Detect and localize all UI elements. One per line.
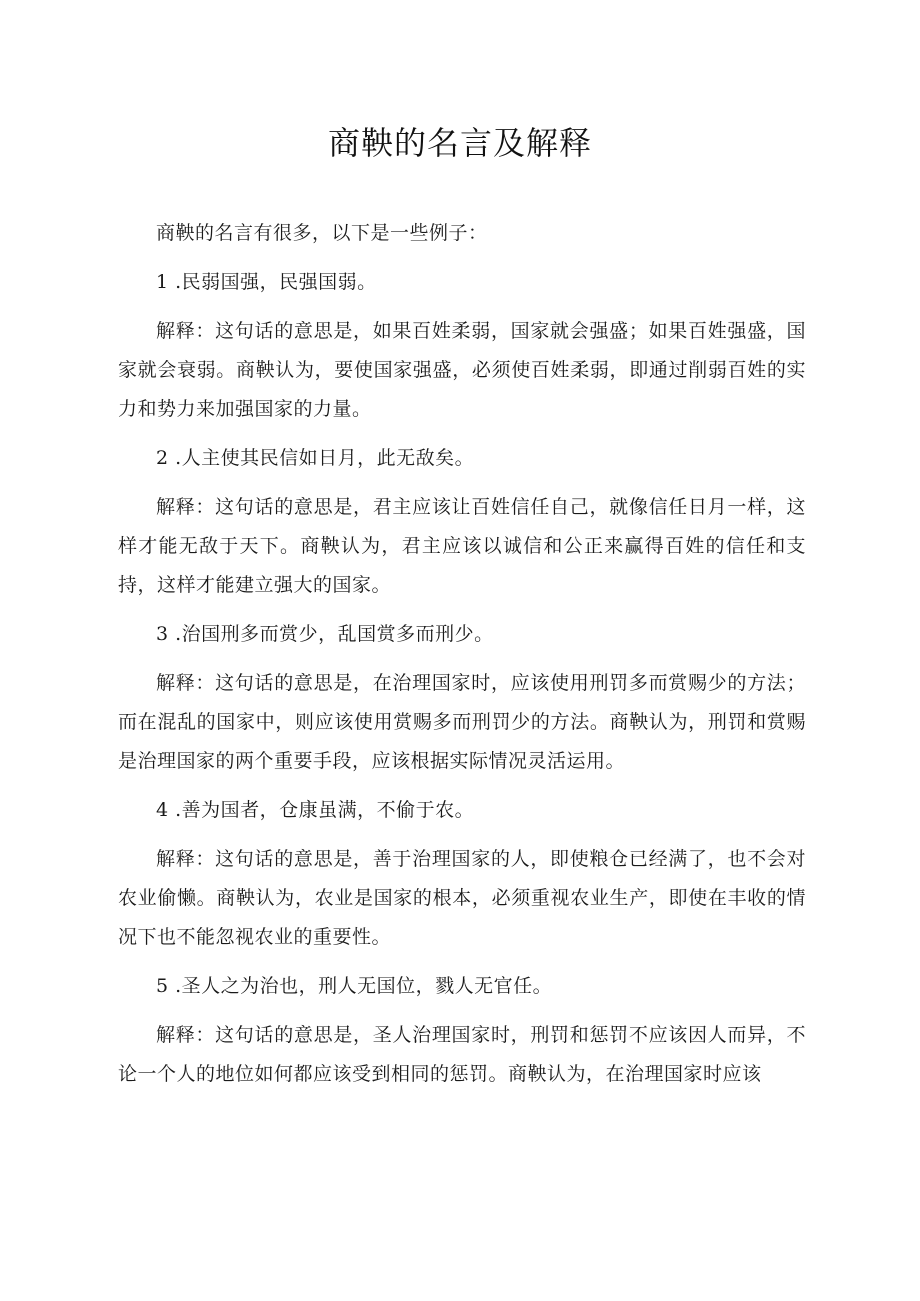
document-title: 商鞅的名言及解释 bbox=[327, 124, 592, 162]
quote-4: 4 .善为国者，仓康虽满，不偷于农。 bbox=[156, 799, 475, 821]
explanation-1: 解释：这句话的意思是，如果百姓柔弱，国家就会强盛；如果百姓强盛，国家就会衰弱。商鞅认为，要使国家强盛，必须使百姓柔弱，即通过削弱百姓的实力和势力来加强国家的力量。 bbox=[118, 320, 806, 420]
document-body bbox=[118, 214, 806, 1104]
quote-5: 5 .圣人之为治也，刑人无国位，戮人无官任。 bbox=[156, 975, 553, 997]
explanation-5: 解释：这句话的意思是，圣人治理国家时，刑罚和惩罚不应该因人而异，不论一个人的地位如何都应该受到相同的惩罚。商鞅认为，在治理国家时应该 bbox=[118, 1024, 806, 1085]
quote-2: 2 .人主使其民信如日月，此无敌矣。 bbox=[156, 447, 475, 469]
explanation-2: 解释：这句话的意思是，君主应该让百姓信任自己，就像信任日月一样，这样才能无敌于天下。商鞅认为，君主应该以诚信和公正来赢得百姓的信任和支持，这样才能建立强大的国家。 bbox=[118, 496, 806, 596]
quote-1: 1 .民弱国强，民强国弱。 bbox=[156, 271, 377, 293]
intro-paragraph: 商鞅的名言有很多，以下是一些例子： bbox=[156, 222, 488, 244]
quote-3: 3 .治国刑多而赏少，乱国赏多而刑少。 bbox=[156, 623, 494, 645]
explanation-4: 解释：这句话的意思是，善于治理国家的人，即使粮仓已经满了，也不会对农业偷懒。商鞅认为，农业是国家的根本，必须重视农业生产，即使在丰收的情况下也不能忽视农业的重要性。 bbox=[118, 848, 806, 948]
explanation-3: 解释：这句话的意思是，在治理国家时，应该使用刑罚多而赏赐少的方法；而在混乱的国家中，则应该使用赏赐多而刑罚少的方法。商鞅认为，刑罚和赏赐是治理国家的两个重要手段，应该根据实际情况灵活运用。 bbox=[118, 672, 806, 772]
